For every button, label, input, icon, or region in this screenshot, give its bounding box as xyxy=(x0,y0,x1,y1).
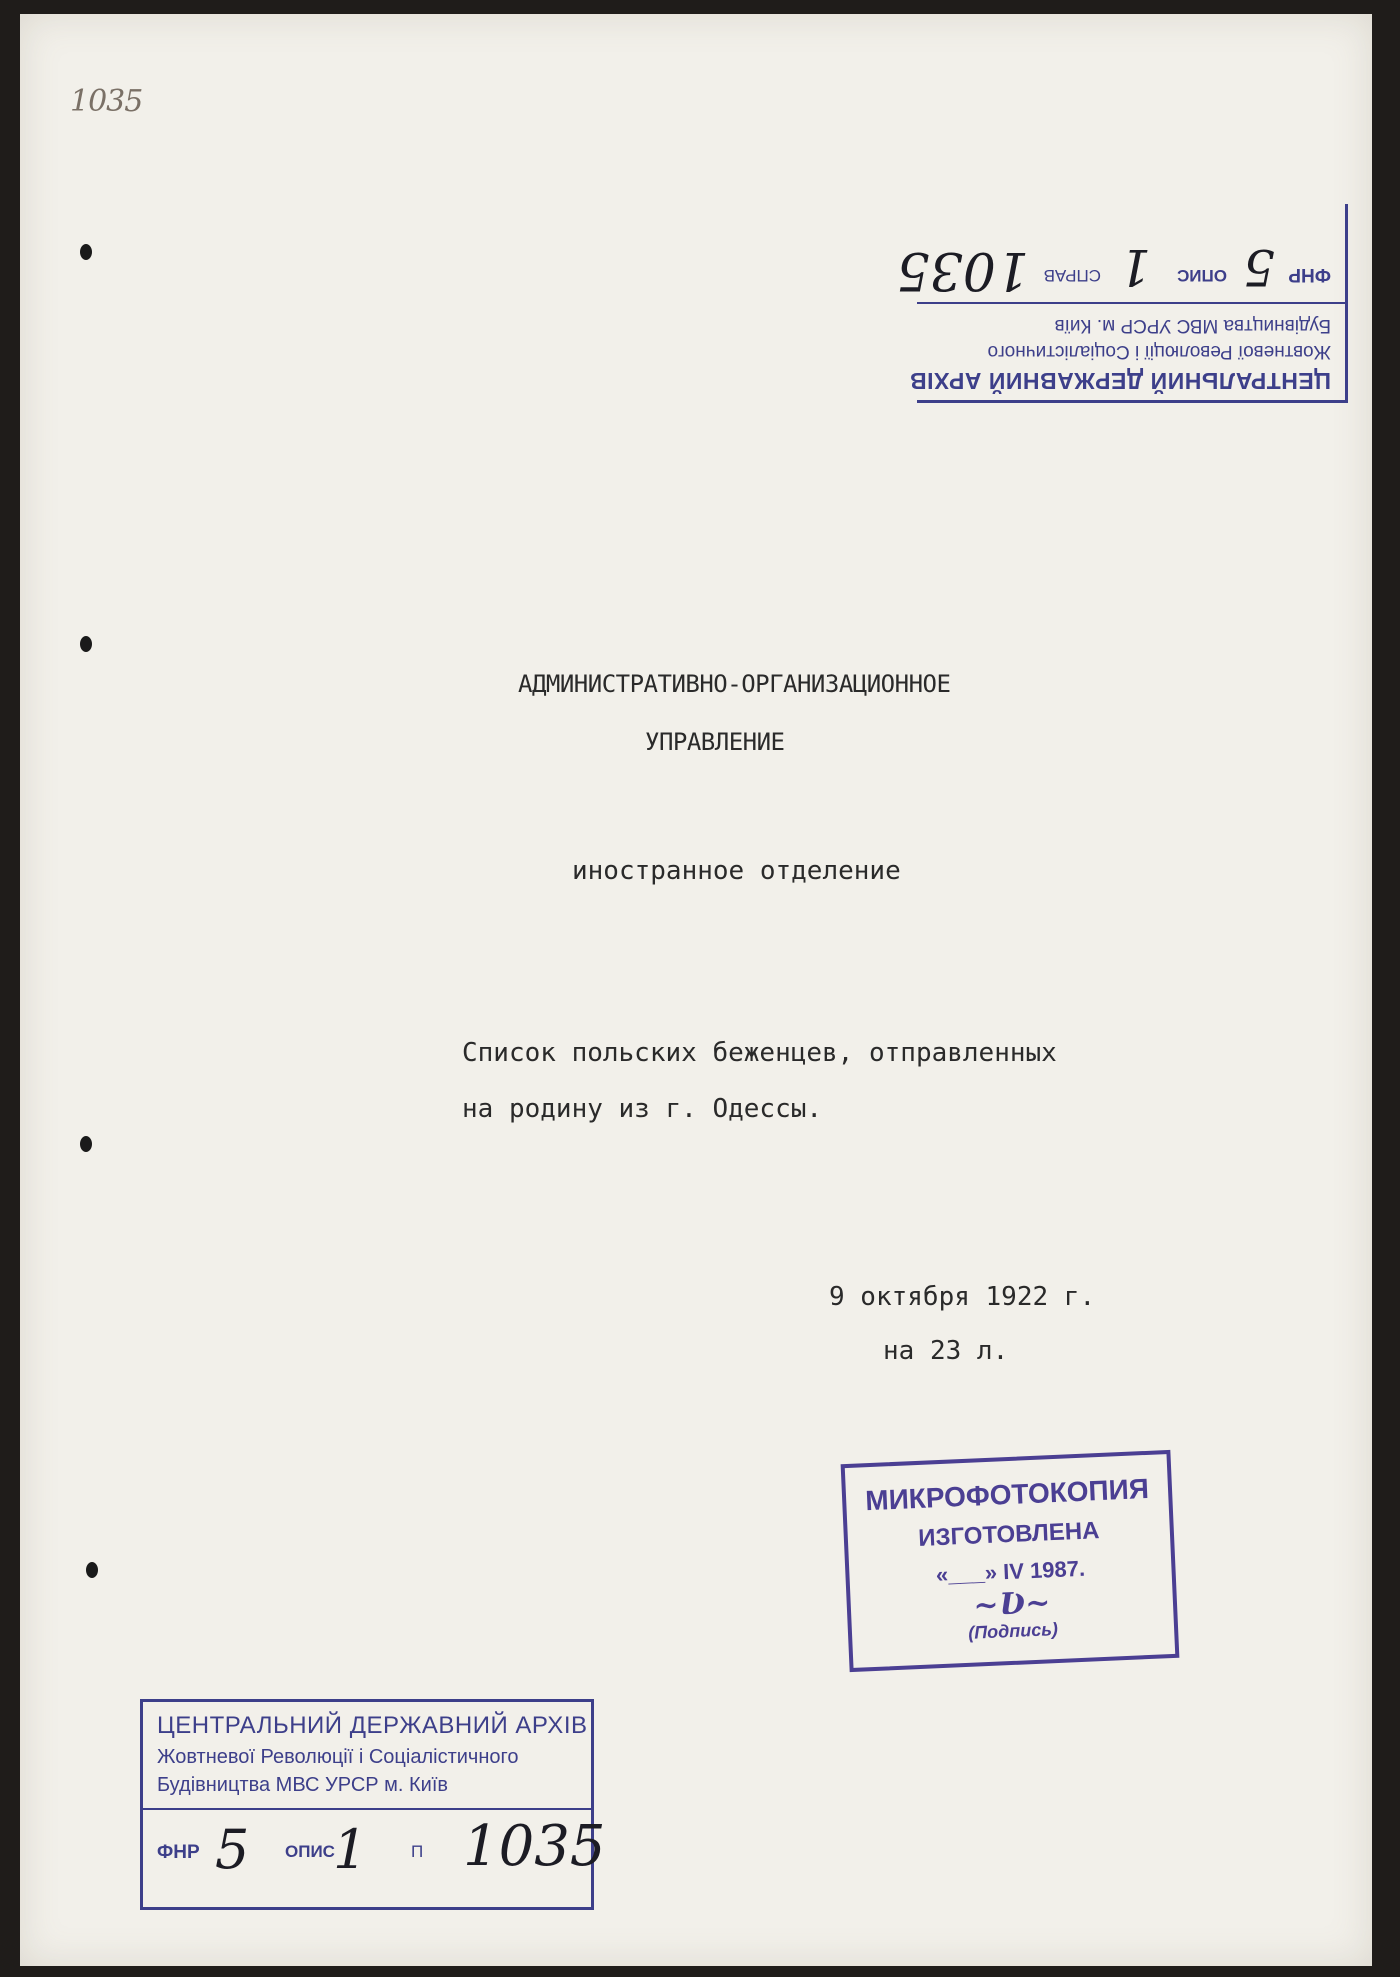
stamp-archive-location: Будівництва МВС УРСР м. Київ xyxy=(157,1774,449,1796)
punch-hole xyxy=(86,1562,98,1578)
heading-line-1: АДМИНИСТРАТИВНО-ОРГАНИЗАЦИОННОЕ xyxy=(518,670,951,698)
punch-hole xyxy=(80,244,92,260)
department-name: иностранное отделение xyxy=(572,856,901,886)
sheet-count: на 23 л. xyxy=(883,1336,1009,1366)
stamp-opys-value: 1 xyxy=(1119,238,1151,296)
stamp-divider xyxy=(143,1808,591,1810)
document-date: 9 октября 1922 г. xyxy=(829,1282,1096,1312)
stamp-sprava-value: 1035 xyxy=(463,1814,606,1879)
stamp-archive-subtitle: Жовтневої Революції і Соціалістичного xyxy=(157,1746,519,1768)
heading-line-2: УПРАВЛЕНИЕ xyxy=(645,728,785,756)
document-page xyxy=(20,14,1372,1966)
microfilm-stamp-date: «___» IV 1987. xyxy=(935,1555,1086,1588)
title-line-1: Список польских беженцев, отправленных xyxy=(462,1038,1057,1068)
stamp-fond-label: ФНР xyxy=(157,1842,200,1863)
stamp-archive-name: ЦЕНТРАЛЬНИЙ ДЕРЖАВНИЙ АРХІВ xyxy=(157,1712,588,1739)
microfilm-stamp-subtitle: ИЗГОТОВЛЕНА xyxy=(917,1517,1100,1552)
microfilm-signature-label: (Подпись) xyxy=(967,1618,1059,1643)
punch-hole xyxy=(80,636,92,652)
corner-archive-number: 1035 xyxy=(70,84,143,119)
punch-hole xyxy=(80,1136,92,1152)
stamp-fond-value: 5 xyxy=(1243,238,1275,296)
stamp-sprava-label: СПРАВ xyxy=(1043,266,1101,285)
stamp-archive-name: ЦЕНТРАЛЬНИЙ ДЕРЖАВНИЙ АРХІВ xyxy=(909,368,1331,394)
stamp-divider xyxy=(917,302,1345,304)
stamp-opys-label: ОПИС xyxy=(1177,266,1227,285)
stamp-archive-location: Будівництва МВС УРСР м. Київ xyxy=(1054,315,1331,336)
stamp-opys-label: ОПИС xyxy=(285,1842,335,1861)
title-line-2: на родину из г. Одессы. xyxy=(462,1094,823,1124)
microfilm-stamp xyxy=(841,1450,1180,1672)
stamp-sprava-label: П xyxy=(411,1842,424,1861)
microfilm-stamp-title: МИКРОФОТОКОПИЯ xyxy=(864,1472,1150,1517)
stamp-sprava-value: 1035 xyxy=(896,240,1029,300)
stamp-archive-subtitle: Жовтневої Революції і Соціалістичного xyxy=(987,341,1331,362)
archive-stamp-top xyxy=(896,204,1348,403)
archive-stamp-bottom xyxy=(140,1699,606,1910)
signature: ~Ʋ~ xyxy=(972,1585,1052,1624)
stamp-fond-label: ФНР xyxy=(1288,264,1331,285)
stamp-opys-value: 1 xyxy=(333,1818,368,1881)
stamp-fond-value: 5 xyxy=(215,1818,250,1881)
